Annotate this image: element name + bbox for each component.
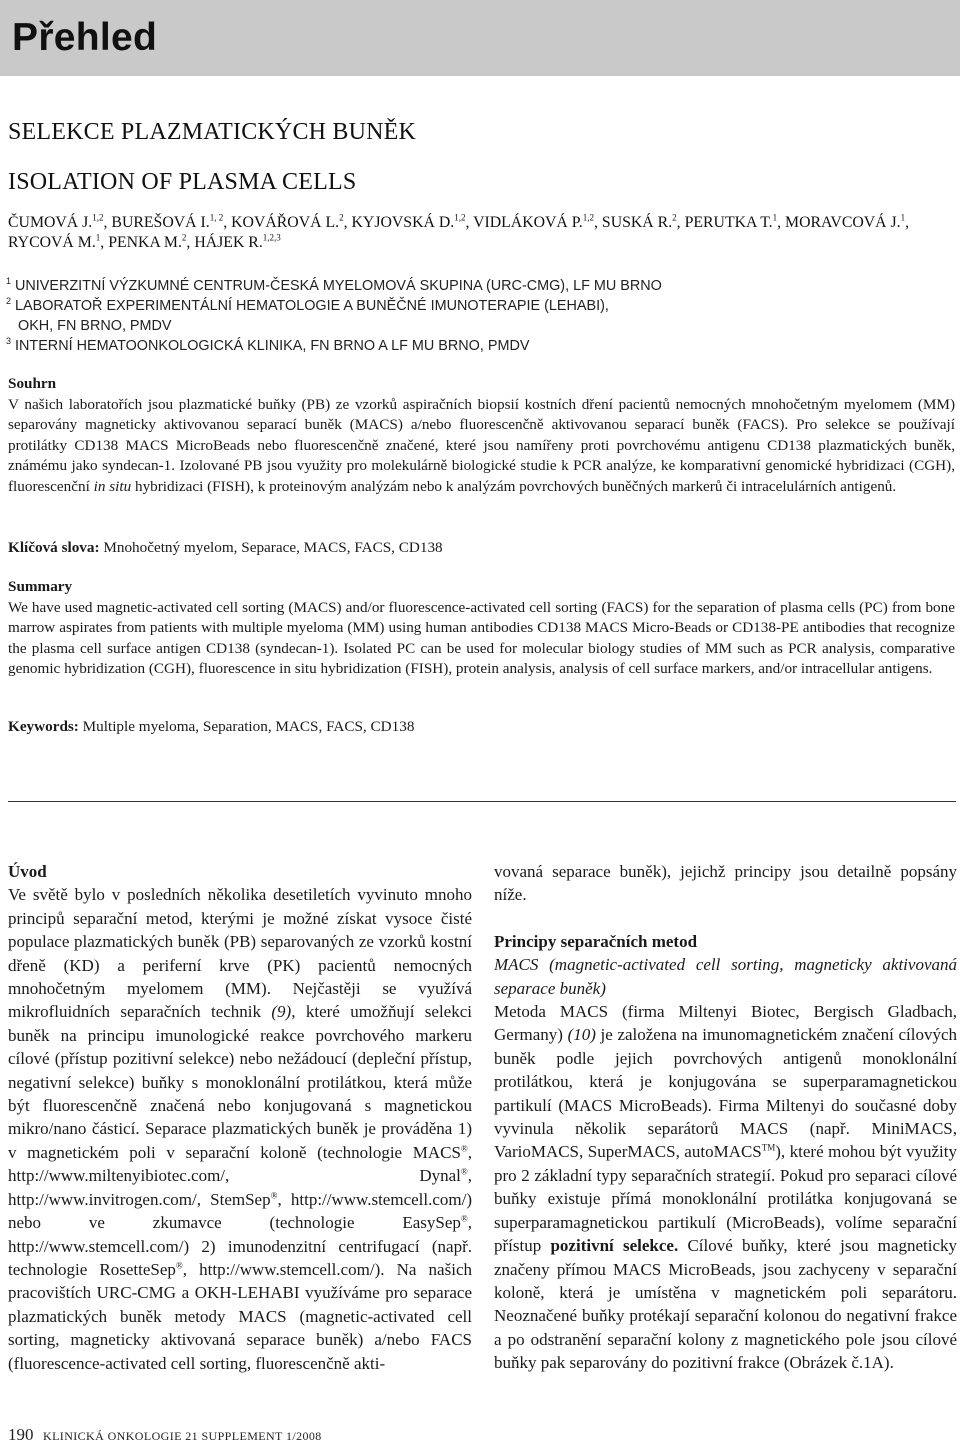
keywords-english: Keywords: Multiple myeloma, Separation, MACS, FACS, CD138 [8,718,415,735]
author-affiliation-marker: 1, 2 [209,212,224,223]
affiliation-list [6,276,951,356]
author-affiliation-marker: 1,2 [92,212,104,223]
author-affiliation-marker: 1,2,3 [262,232,281,243]
author-affiliation-marker: 1 [772,212,778,223]
author-affiliation-marker: 1,2 [454,212,466,223]
author-affiliation-marker: 2 [339,212,344,223]
author-affiliation-marker: 2 [181,232,187,243]
page-footer [8,1425,322,1445]
summary-body: We have used magnetic-activated cell sorting (MACS) and/or fluorescence-activated cell sorting (FACS) for the separation of plasma cells (PC) from bone marrow aspirates from patients with multiple myeloma (MM) using human antibodies CD138 MACS Micro-Beads or CD138-PE antibodies that recognize the plasma cell surface antigen CD138 (syndecan-1). Isolated PC can be used for molecular biology studies of MM such as PCR analysis, comparative genomic hybridization (CGH), fluorescence in situ hybridization (FISH), protein analysis, analysis of cell surface markers, and/or intracellular antigens. [8,598,955,678]
affiliation-item: $^2$ LABORATOŘ EXPERIMENTÁLNÍ HEMATOLOGIE A BUNĚČNÉ IMUNOTERAPIE (LEHABI), [6,296,609,314]
abstract-czech [8,374,955,498]
intro-paragraph: Ve světě bylo v posledních několika desetiletích vyvinuto mnoho principů separační metod, kterými je možné získat vysoce čisté populace plazmatických buněk (PB) separovaných ze vzorků kostní dřeně (KD) a periferní krve (PK) pacientů nemocných mnohočetným myelomem (MM). Nejčastěji se využívá mikrofluidních separačních technik (9), které umožňují selekci buněk na principu imunologické reakce povrchového markeru cílové (přístup pozitivní selekce) nebo nežádoucí (depleční přístup, negativní selekce) buňky s monoklonální protilátkou, která může být fluorescenčně značená nebo konjugovaná s magnetickou mikro/nano částicí. Separace plazmatických buněk je prováděna 1) v magnetickém poli v separační koloně (technologie MACS®, http://www.miltenyibiotec.com/, Dynal®, http://www.invitrogen.com/, StemSep®, http://www.stemcell.com/) nebo ve zkumavce (technologie EasySep®, http://www.stemcell.com/) 2) imunodenzitní centrifugací (např. technologie RosetteSep®, http://www.stemcell.com/). Na našich pracovištích URC-CMG a OKH-LEHABI využíváme pro separace plazmatických buněk metody MACS (magnetic-activated cell sorting, magneticky aktivovaná separace buněk) a/nebo FACS (fluorescence-activated cell sorting, fluorescenčně akti- [8,885,473,1373]
author-name: VIDLÁKOVÁ P. [473,214,583,231]
journal-name: KLINICKÁ ONKOLOGIE 21 SUPPLEMENT 1/2008 [43,1429,322,1443]
summary-heading: Summary [8,578,73,595]
article-title-english: ISOLATION OF PLASMA CELLS [8,169,357,195]
author-name: PENKA M. [108,234,182,251]
author-name: ČUMOVÁ J. [8,214,93,231]
author-name: PERUTKA T. [684,214,773,231]
body-column-left [8,860,472,1375]
affiliation-item: $^3$ INTERNÍ HEMATOONKOLOGICKÁ KLINIKA, FN BRNO A LF MU BRNO, PMDV [6,336,530,354]
intro-continuation: vovaná separace buněk), jejichž principy jsou detailně popsány níže. [494,862,957,905]
author-name: BUREŠOVÁ I. [111,214,210,231]
macs-subheading: MACS (magnetic-activated cell sorting, magneticky aktivovaná separace buněk) [494,955,957,998]
author-name: SUSKÁ R. [601,214,673,231]
author-affiliation-marker: 1,2 [582,212,595,223]
author-affiliation-marker: 1 [900,212,906,223]
section-title: Přehled [12,16,158,59]
author-affiliation-marker: 2 [672,212,677,223]
keywords-czech: Klíčová slova: Mnohočetný myelom, Separace, MACS, FACS, CD138 [8,539,443,556]
body-column-right [494,860,957,1375]
affiliation-item: $^1$ UNIVERZITNÍ VÝZKUMNÉ CENTRUM-ČESKÁ MYELOMOVÁ SKUPINA (URC-CMG), LF MU BRNO [6,276,662,294]
abstract-body: V našich laboratořích jsou plazmatické buňky (PB) ze vzorků aspiračních biopsií kostních dření pacientů nemocných mnohočetným myelomem (MM) separovány magneticky aktivovanou separací buněk (MACS) a/nebo fluorescenčně aktivovanou separací buněk (FACS). Pro selekce se používají protilátky CD138 MACS MicroBeads nebo fluorescenčně značené, které jsou namířeny proti povrchovému antigenu CD138 plazmatických buněk, známému jako syndecan-1. Izolované PB jsou využity pro molekulárně biologické studie k PCR analýze, ke komparativní genomické hybridizaci (CGH), fluorescenční in situ hybridizaci (FISH), k proteinovým analýzám nebo k analýzám povrchových buněčných markerů či intracelulárních antigenů. [8,395,955,495]
page-number: 190 [8,1425,34,1444]
abstract-english [8,577,955,680]
affiliation-item: OKH, FN BRNO, PMDV [18,318,172,334]
author-list: ČUMOVÁ J.$^{1,2}$, BUREŠOVÁ I.$^{1, 2}$, KOVÁŘOVÁ L.$^2$, KYJOVSKÁ D.$^{1,2}$, VIDLÁKOVÁ P.$^{1,2}$, SUSKÁ R.$^2$, PERUTKA T.$^1$, MORAVCOVÁ J.$^1$, RYCOVÁ M.$^1$, PENKA M.$^2$, HÁJEK R.$^{1,2,3}$ [8,212,910,251]
article-title-czech: SELEKCE PLAZMATICKÝCH BUNĚK [8,119,417,145]
author-name: HÁJEK R. [194,234,263,251]
author-name: KYJOVSKÁ D. [351,214,455,231]
author-name: KOVÁŘOVÁ L. [231,214,340,231]
section-header-band [0,0,960,76]
author-affiliation-marker: 1 [95,232,101,243]
intro-heading: Úvod [8,862,47,881]
methods-heading: Principy separačních metod [494,931,698,951]
section-divider [8,801,956,802]
abstract-heading: Souhrn [8,375,57,392]
author-name: MORAVCOVÁ J. [785,214,901,231]
macs-paragraph: Metoda MACS (firma Miltenyi Biotec, Bergisch Gladbach, Germany) (10) je založena na imunomagnetickém značení cílových buněk podle jejich povrchových antigenů monoklonální protilátkou, která je konjugována se superparamagnetickou partikulí (MACS MicroBeads). Firma Miltenyi do současné doby vyvinula několik separátorů MACS (např. MiniMACS, VarioMACS, SuperMACS, autoMACS™), které mohou být využity pro 2 základní typy separačních strategií. Pokud pro separaci cílové buňky existuje přímá monoklonální protilátka konjugovaná se superparamagnetickou partikulí (MicroBeads), volíme separační přístup pozitivní selekce. Cílové buňky, které jsou magneticky značeny přímou MACS MicroBeads, jsou zachyceny v separační koloně, která je umístěna v magnetickém poli separátoru. Neoznačené buňky protékají separační kolonou do negativní frakce a po odstranění separační kolony z magnetického pole jsou cílové buňky pak separovány do pozitivní frakce (Obrázek č.1A). [494,1002,957,1373]
author-name: RYCOVÁ M. [8,234,96,251]
